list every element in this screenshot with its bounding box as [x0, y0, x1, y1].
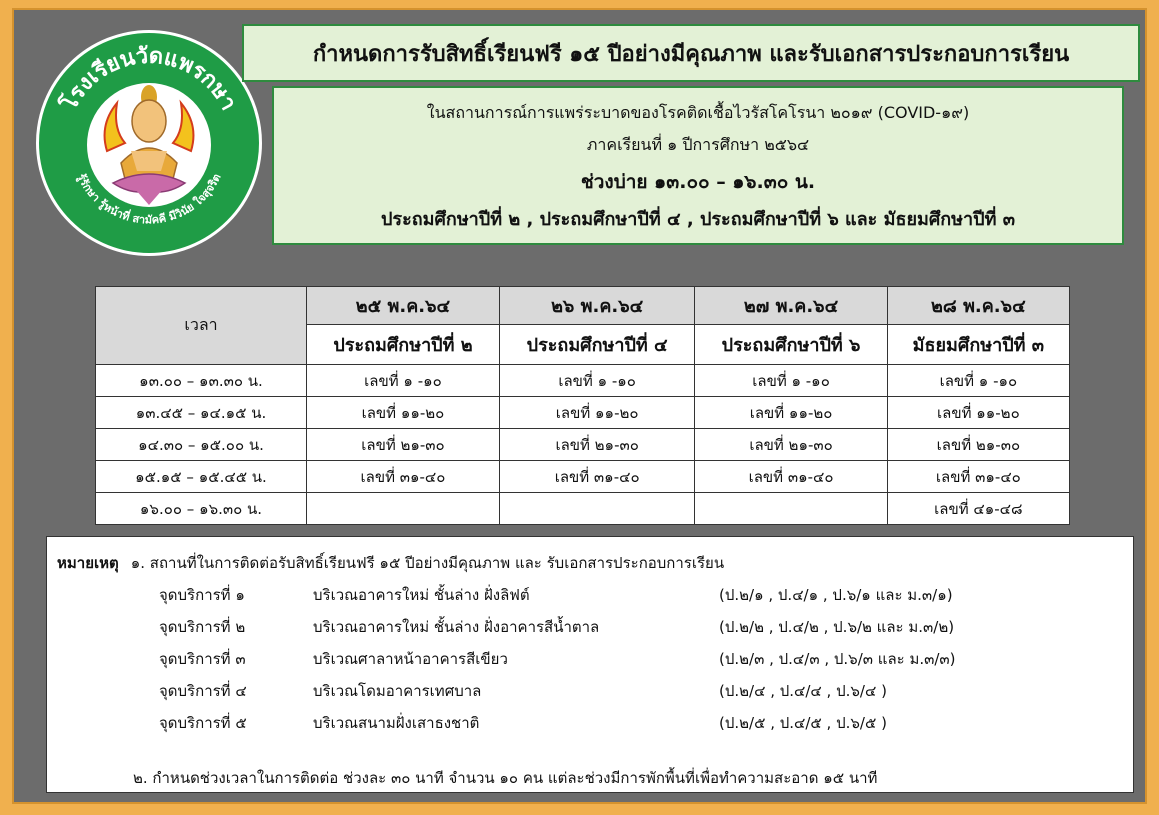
subtitle-time-range: ช่วงบ่าย ๑๓.๐๐ – ๑๖.๓๐ น.: [580, 171, 816, 193]
grade-header: ประถมศึกษาปีที่ ๖: [695, 325, 887, 365]
service-point-name: จุดบริการที่ ๒: [159, 618, 246, 636]
grade-header: ประถมศึกษาปีที่ ๔: [499, 325, 694, 365]
service-point-name: จุดบริการที่ ๕: [159, 714, 247, 732]
logo-ring-text-top: โรงเรียนวัดแพรกษา: [56, 43, 241, 115]
student-range-cell: [307, 493, 500, 525]
service-point-classes: (ป.๒/๒ , ป.๔/๒ , ป.๖/๒ และ ม.๓/๒): [719, 618, 955, 636]
student-range-cell: เลขที่ ๑ -๑๐: [307, 365, 500, 397]
grade-header: มัธยมศึกษาปีที่ ๓: [887, 325, 1069, 365]
notes-panel: [46, 536, 1134, 793]
subtitle-panel: [272, 86, 1124, 245]
time-column-header: เวลา: [96, 287, 307, 365]
student-range-cell: เลขที่ ๑๑-๒๐: [887, 397, 1069, 429]
service-point-classes: (ป.๒/๕ , ป.๔/๕ , ป.๖/๕ ): [719, 714, 887, 732]
notes-item-1: [57, 551, 724, 575]
student-range-cell: เลขที่ ๒๑-๓๐: [887, 429, 1069, 461]
student-range-cell: [499, 493, 694, 525]
student-range-cell: [695, 493, 887, 525]
date-header: ๒๕ พ.ค.๖๔: [307, 287, 500, 325]
student-range-cell: เลขที่ ๑ -๑๐: [695, 365, 887, 397]
student-range-cell: เลขที่ ๒๑-๓๐: [695, 429, 887, 461]
table-row: [96, 365, 1070, 397]
service-point-location: บริเวณอาคารใหม่ ชั้นล่าง ฝั่งอาคารสีน้ำตาล: [313, 618, 600, 636]
service-point-location: บริเวณสนามฝั่งเสาธงชาติ: [313, 714, 480, 732]
student-range-cell: เลขที่ ๒๑-๓๐: [499, 429, 694, 461]
school-emblem-image: [39, 33, 259, 253]
student-range-cell: เลขที่ ๑๑-๒๐: [307, 397, 500, 429]
subtitle-grade-levels: ประถมศึกษาปีที่ ๒ , ประถมศึกษาปีที่ ๔ , ประถมศึกษาปีที่ ๖ และ มัธยมศึกษาปีที่ ๓: [380, 209, 1016, 230]
grade-header: ประถมศึกษาปีที่ ๒: [307, 325, 500, 365]
service-point-classes: (ป.๒/๓ , ป.๔/๓ , ป.๖/๓ และ ม.๓/๓): [719, 650, 956, 668]
time-slot-cell: ๑๖.๐๐ – ๑๖.๓๐ น.: [96, 493, 307, 525]
service-point-location: บริเวณโดมอาคารเทศบาล: [313, 682, 482, 700]
service-point-location: บริเวณศาลาหน้าอาคารสีเขียว: [313, 650, 508, 668]
table-row: [96, 493, 1070, 525]
table-row: [96, 429, 1070, 461]
student-range-cell: เลขที่ ๒๑-๓๐: [307, 429, 500, 461]
time-slot-cell: ๑๔.๓๐ – ๑๕.๐๐ น.: [96, 429, 307, 461]
table-row: [96, 461, 1070, 493]
service-point-location: บริเวณอาคารใหม่ ชั้นล่าง ฝั่งลิฟต์: [313, 586, 530, 604]
school-logo: [36, 30, 262, 256]
student-range-cell: เลขที่ ๑ -๑๐: [887, 365, 1069, 397]
student-range-cell: เลขที่ ๓๑-๔๐: [499, 461, 694, 493]
student-range-cell: เลขที่ ๓๑-๔๐: [695, 461, 887, 493]
notes-item-1-text: ๑. สถานที่ในการติดต่อรับสิทธิ์เรียนฟรี ๑๕ ปีอย่างมีคุณภาพ และ รับเอกสารประกอบการเรียน: [130, 554, 725, 572]
student-range-cell: เลขที่ ๓๑-๔๐: [307, 461, 500, 493]
page-title: กำหนดการรับสิทธิ์เรียนฟรี ๑๕ ปีอย่างมีคุณภาพ และรับเอกสารประกอบการเรียน: [242, 24, 1140, 82]
notes-label: หมายเหตุ: [57, 554, 119, 572]
student-range-cell: เลขที่ ๑๑-๒๐: [499, 397, 694, 429]
table-row: [96, 397, 1070, 429]
date-header: ๒๗ พ.ค.๖๔: [695, 287, 887, 325]
date-header: ๒๖ พ.ค.๖๔: [499, 287, 694, 325]
student-range-cell: เลขที่ ๓๑-๔๐: [887, 461, 1069, 493]
logo-ring-text-bottom: รู้รักษา รู้หน้าที่ สามัคคี มีวินัย ใจสุจริต: [74, 171, 224, 227]
service-point-name: จุดบริการที่ ๔: [159, 682, 247, 700]
student-range-cell: เลขที่ ๑ -๑๐: [499, 365, 694, 397]
time-slot-cell: ๑๕.๑๕ – ๑๕.๔๕ น.: [96, 461, 307, 493]
subtitle-semester-line: ภาคเรียนที่ ๑ ปีการศึกษา ๒๕๖๔: [586, 135, 810, 154]
service-point-name: จุดบริการที่ ๑: [159, 586, 245, 604]
table-header-dates-row: [96, 287, 1070, 325]
time-slot-cell: ๑๓.๐๐ – ๑๓.๓๐ น.: [96, 365, 307, 397]
service-point-classes: (ป.๒/๔ , ป.๔/๔ , ป.๖/๔ ): [719, 682, 887, 700]
time-slot-cell: ๑๓.๔๕ – ๑๔.๑๕ น.: [96, 397, 307, 429]
date-header: ๒๘ พ.ค.๖๔: [887, 287, 1069, 325]
schedule-table: [95, 286, 1070, 525]
student-range-cell: เลขที่ ๔๑-๔๘: [887, 493, 1069, 525]
student-range-cell: เลขที่ ๑๑-๒๐: [695, 397, 887, 429]
subtitle-covid-line: ในสถานการณ์การแพร่ระบาดของโรคติดเชื้อไวรัสโคโรนา ๒๐๑๙ (COVID-๑๙): [426, 103, 970, 122]
service-point-classes: (ป.๒/๑ , ป.๔/๑ , ป.๖/๑ และ ม.๓/๑): [719, 586, 953, 604]
service-point-name: จุดบริการที่ ๓: [159, 650, 246, 668]
notes-item-2: ๒. กำหนดช่วงเวลาในการติดต่อ ช่วงละ ๓๐ นาที จำนวน ๑๐ คน แต่ละช่วงมีการพักพื้นที่เพื่อทำความสะอาด ๑๕ นาที: [133, 769, 878, 787]
